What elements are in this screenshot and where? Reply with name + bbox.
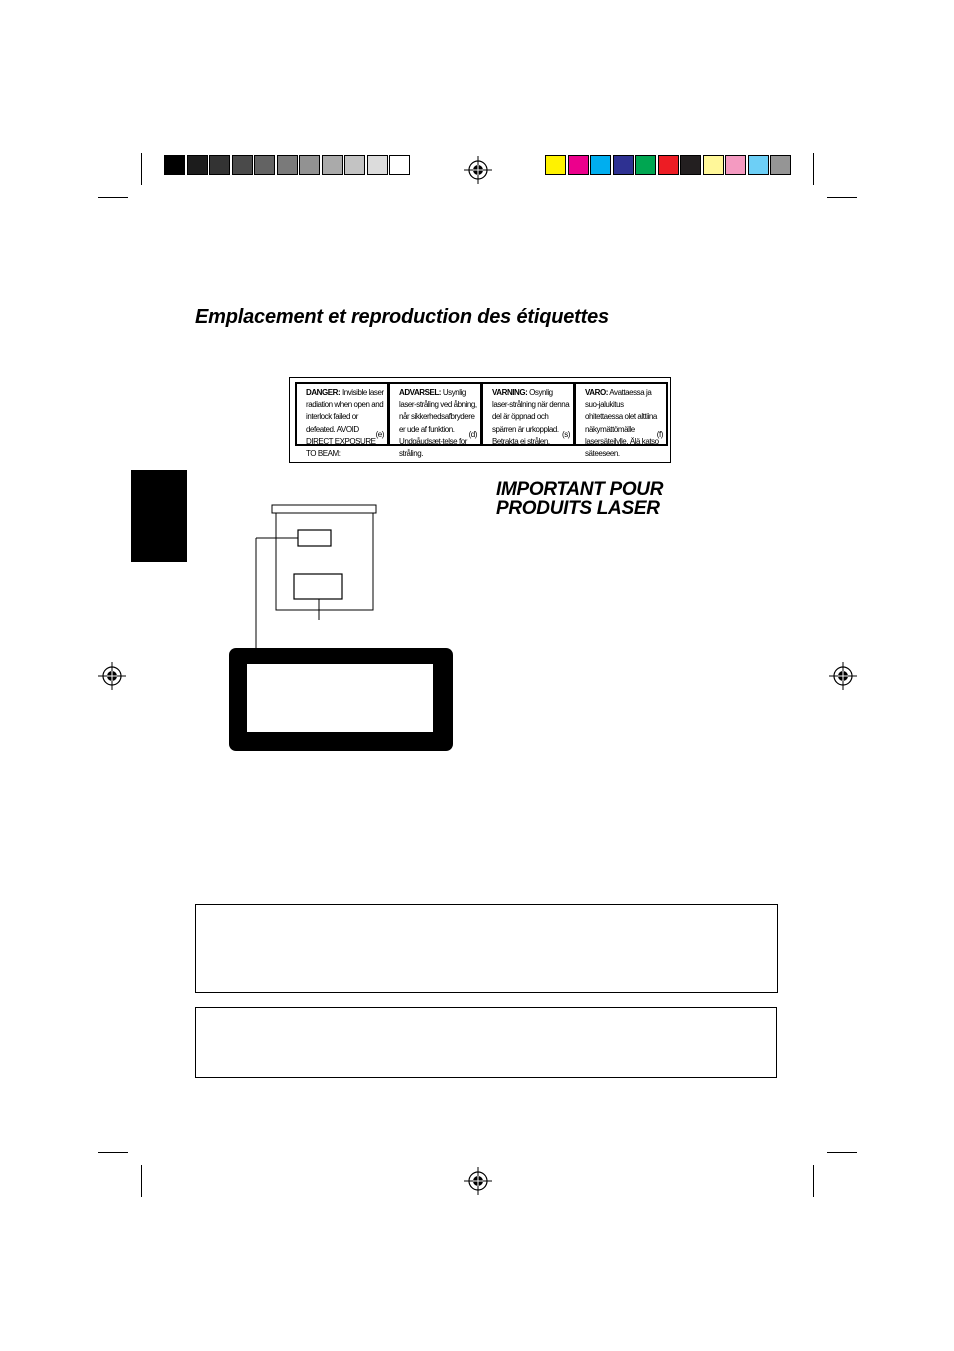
crop-mark	[813, 1165, 814, 1197]
warning-text: Usynlig laser-stråling ved åbning, når sikkerhedsafbrydere er ude af funktion. Undgåudsæt-telse for stråling.	[399, 388, 477, 459]
language-code: (d)	[468, 429, 477, 439]
device-label-location-diagram	[225, 500, 457, 756]
registration-mark-icon	[828, 661, 858, 691]
warning-label-varning	[481, 382, 575, 446]
label-position-large	[294, 574, 342, 599]
crop-mark	[98, 197, 128, 198]
warning-text: Invisible laser radiation when open and interlock failed or defeated. AVOID DIRECT EXPOSURE TO BEAM:	[306, 388, 384, 459]
section-heading: Emplacement et reproduction des étiquettes	[195, 306, 609, 328]
color-swatch	[635, 155, 656, 175]
color-swatch	[613, 155, 634, 175]
registration-mark-icon	[463, 155, 493, 185]
color-swatch	[389, 155, 410, 175]
language-code: (f)	[656, 429, 663, 439]
color-swatch	[748, 155, 769, 175]
language-side-tab	[131, 470, 187, 562]
warning-label-varo	[574, 382, 668, 459]
device-top-panel	[272, 505, 376, 513]
crop-mark	[813, 153, 814, 185]
crop-mark	[827, 197, 857, 198]
notice-box	[195, 904, 778, 993]
language-code: (e)	[375, 429, 384, 439]
language-code: (s)	[562, 429, 570, 439]
warning-keyword: ADVARSEL:	[399, 388, 442, 397]
color-swatch	[725, 155, 746, 175]
warning-label-advarsel	[388, 382, 482, 459]
crop-mark	[827, 1152, 857, 1153]
color-swatch	[209, 155, 230, 175]
color-swatch	[164, 155, 185, 175]
label-position-small	[298, 530, 331, 546]
color-swatch	[545, 155, 566, 175]
color-swatch	[277, 155, 298, 175]
color-swatch	[770, 155, 791, 175]
color-swatch	[254, 155, 275, 175]
important-heading-line: IMPORTANT POUR	[496, 479, 664, 500]
color-swatch	[658, 155, 679, 175]
registration-mark-icon	[97, 661, 127, 691]
warning-text: Avattaessa ja suo-jalukitus ohitettaessa olet alttiina näkymättömälle lasersäteilylle. Älä katso säteeseen.	[585, 388, 659, 459]
warning-keyword: DANGER:	[306, 388, 341, 397]
color-swatch	[568, 155, 589, 175]
crop-mark	[141, 153, 142, 185]
laser-class-label-inner	[247, 664, 433, 732]
important-heading	[496, 480, 663, 518]
color-swatch	[322, 155, 343, 175]
color-swatch	[187, 155, 208, 175]
warning-text: Osynlig laser-strålning när denna del är öppnad och spärren är urkopplad. Betrakta ej strålen.	[492, 388, 570, 446]
color-swatch	[299, 155, 320, 175]
color-swatch	[590, 155, 611, 175]
warning-label-danger	[295, 382, 389, 459]
warning-keyword: VARNING:	[492, 388, 528, 397]
color-swatch	[232, 155, 253, 175]
color-swatch	[367, 155, 388, 175]
important-heading-line: PRODUITS LASER	[496, 498, 660, 519]
notice-box	[195, 1007, 777, 1078]
color-swatch	[703, 155, 724, 175]
color-swatch	[344, 155, 365, 175]
crop-mark	[98, 1152, 128, 1153]
registration-mark-icon	[463, 1166, 493, 1196]
warning-keyword: VARO:	[585, 388, 608, 397]
crop-mark	[141, 1165, 142, 1197]
color-swatch	[680, 155, 701, 175]
